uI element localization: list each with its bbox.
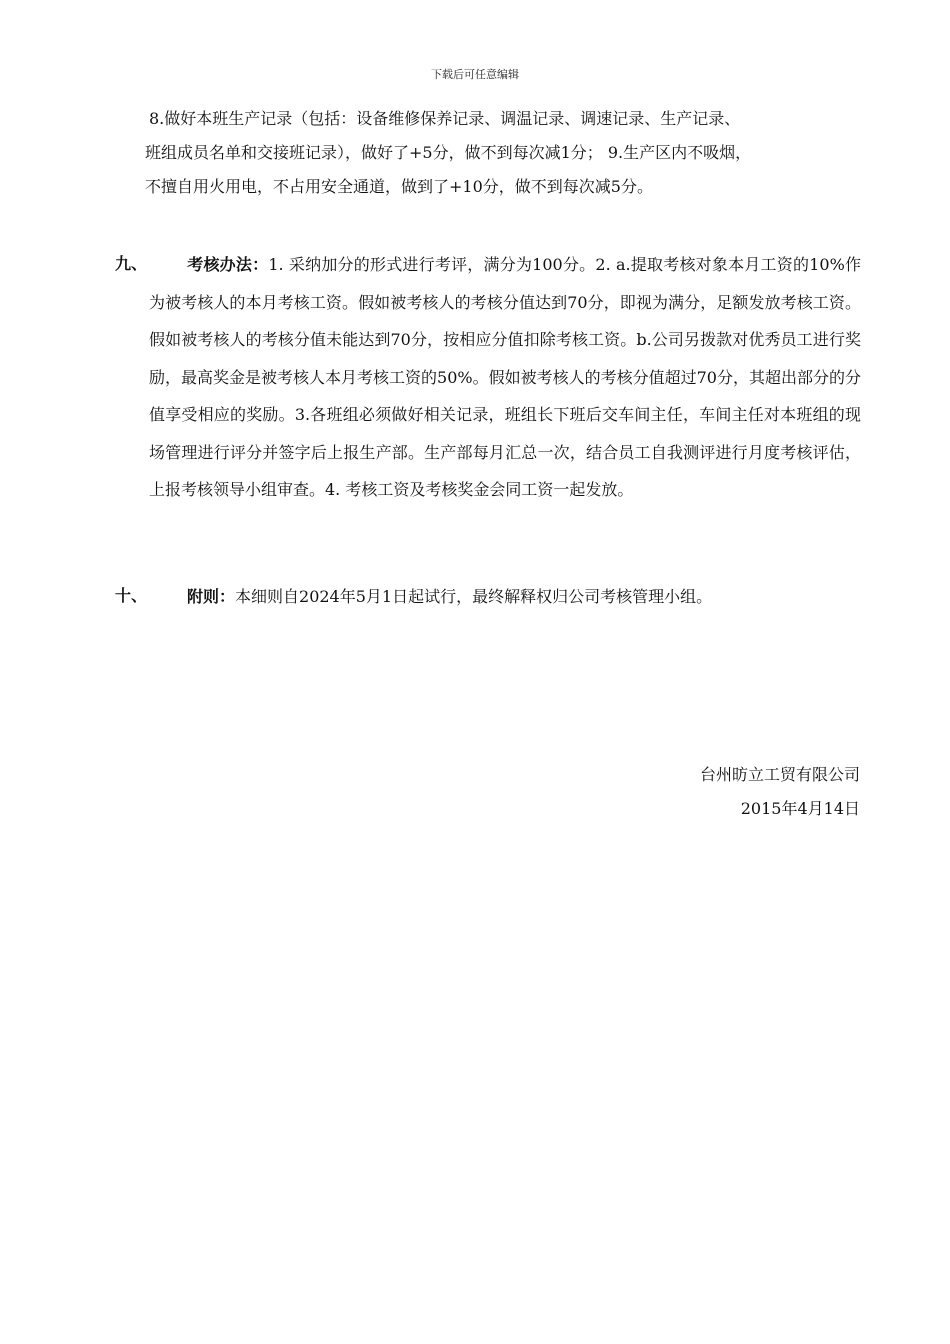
paragraph-line: 不擅自用火用电，不占用安全通道，做到了+10分，做不到每次减5分。: [145, 177, 653, 196]
paragraph-line: 班组成员名单和交接班记录），做好了+5分，做不到每次减1分； 9.生产区内不吸烟，: [145, 143, 752, 162]
signature-block: [700, 758, 860, 826]
page-header: 下载后可任意编辑: [431, 68, 519, 81]
paragraph-line: 8.做好本班生产记录（包括：设备维修保养记录、调温记录、调速记录、生产记录、: [149, 109, 741, 128]
company-name: 台州昉立工贸有限公司: [699, 765, 860, 784]
section-label: 附则：: [187, 587, 236, 606]
section-text: 1. 采纳加分的形式进行考评，满分为100分。2. a.提取考核对象本月工资的10%作为被考核人的本月考核工资。假如被考核人的考核分值达到70分，即视为满分，足额发放考核工资。假如被考核人的考核分值未能达到70分，按相应分值扣除考核工资。b.公司另拨款对优秀员工进行奖励，最高奖金是被考核人本月考核工资的50%。假如被考核人的考核分值超过70分，其超出部分的分值享受相应的奖励。3.各班组必须做好相关记录，班组长下班后交车间主任，车间主任对本班组的现场管理进行评分并签字后上报生产部。生产部每月汇总一次，结合员工自我测评进行月度考核评估，上报考核领导小组审查。4. 考核工资及考核奖金会同工资一起发放。: [149, 255, 861, 499]
section-body: [149, 578, 861, 616]
section-number: 十、: [115, 586, 148, 605]
section-label: 考核办法：: [187, 255, 269, 274]
section-text: 本细则自2024年5月1日起试行，最终解释权归公司考核管理小组。: [235, 587, 713, 606]
paragraph-items-8-9: [145, 102, 875, 204]
section-body: [149, 246, 861, 509]
section-supplementary: [115, 578, 875, 616]
signature-date: 2015年4月14日: [740, 799, 860, 818]
section-assessment-method: [115, 246, 875, 509]
section-number: 九、: [115, 254, 148, 273]
